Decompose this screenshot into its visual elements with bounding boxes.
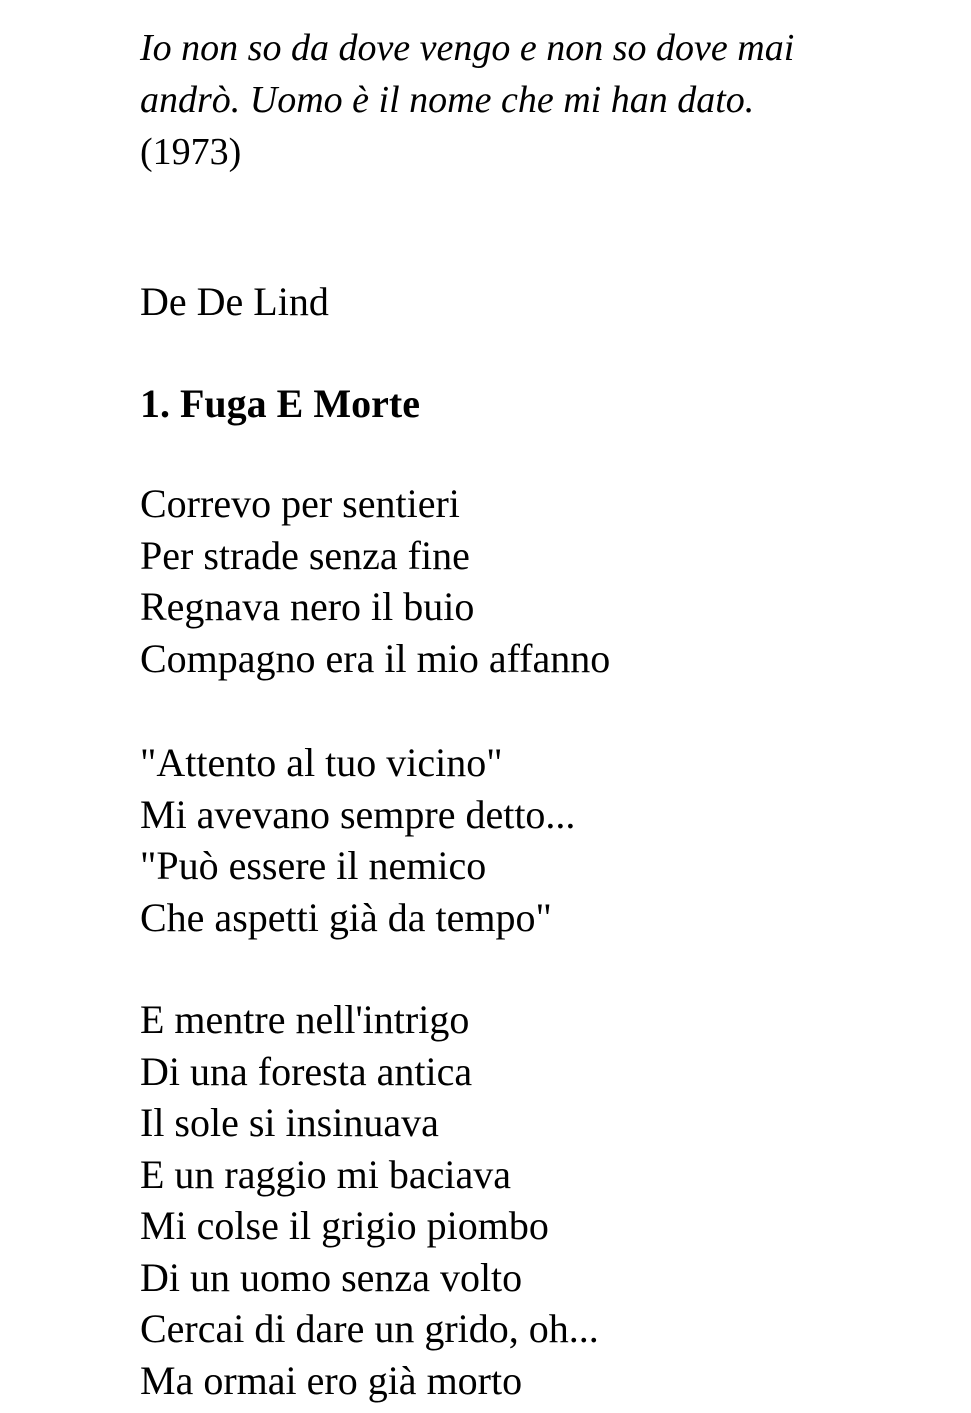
- lyric-line: Il sole si insinuava: [140, 1100, 439, 1145]
- lyric-line: Cercai di dare un grido, oh...: [140, 1306, 599, 1351]
- stanza-1: [140, 478, 610, 684]
- intro-line: andrò. Uomo è il nome che mi han dato.: [140, 79, 755, 121]
- stanza-3: [140, 994, 599, 1406]
- lyric-line: Di una foresta antica: [140, 1048, 473, 1094]
- lyric-line: E mentre nell'intrigo: [140, 997, 470, 1042]
- lyric-line: Di un uomo senza volto: [140, 1254, 523, 1300]
- lyric-line: Regnava nero il buio: [140, 584, 475, 629]
- lyric-line: E un raggio mi baciava: [140, 1151, 511, 1197]
- lyric-line: Ma ormai ero già morto: [140, 1357, 523, 1403]
- lyric-line: Compagno era il mio affanno: [140, 635, 611, 681]
- artist-name: De De Lind: [140, 279, 329, 324]
- lyric-line: "Può essere il nemico: [140, 843, 487, 888]
- intro-year: (1973): [140, 131, 242, 173]
- document-page: [140, 22, 940, 1403]
- lyric-line: Mi avevano sempre detto...: [140, 791, 576, 837]
- lyric-line: Mi colse il grigio piombo: [140, 1203, 549, 1248]
- song-title: 1. Fuga E Morte: [140, 381, 420, 426]
- intro-quote: [140, 22, 940, 178]
- stanza-2: [140, 737, 575, 943]
- intro-line: Io non so da dove vengo e non so dove mai: [140, 27, 795, 69]
- lyric-line: Per strade senza fine: [140, 532, 470, 578]
- lyric-line: Correvo per sentieri: [140, 481, 460, 526]
- lyric-line: "Attento al tuo vicino": [140, 740, 503, 785]
- lyric-line: Che aspetti già da tempo": [140, 894, 552, 940]
